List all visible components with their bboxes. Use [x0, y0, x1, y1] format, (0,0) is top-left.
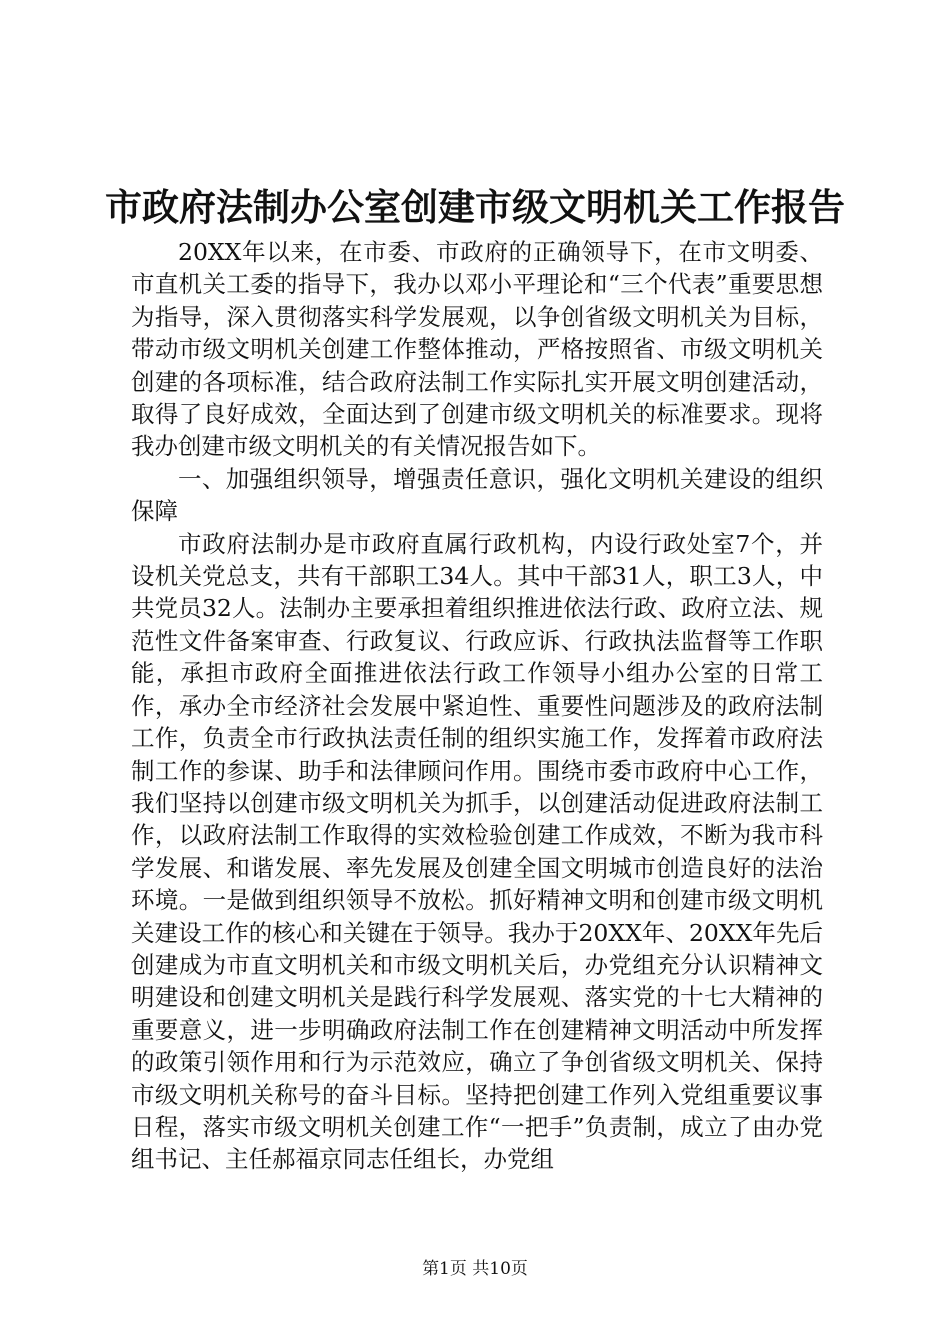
page-number: 第1页 共10页 — [422, 1259, 528, 1279]
document-body — [131, 236, 823, 1176]
paragraph-intro: 20XX年以来，在市委、市政府的正确领导下，在市文明委、市直机关工委的指导下，我办以邓小平理论和“三个代表”重要思想为指导，深入贯彻落实科学发展观，以争创省级文明机关为目标，带动市级文明机关创建工作整体推动，严格按照省、市级文明机关创建的各项标准，结合政府法制工作实际扎实开展文明创建活动，取得了良好成效，全面达到了创建市级文明机关的标准要求。现将我办创建市级文明机关的有关情况报告如下。 — [131, 238, 823, 461]
section-heading-1: 一、加强组织领导，增强责任意识，强化文明机关建设的组织保障 — [131, 464, 823, 526]
paragraph-section-1: 市政府法制办是市政府直属行政机构，内设行政处室7个，并设机关党总支，共有干部职工34人。其中干部31人，职工3人，中共党员32人。法制办主要承担着组织推进依法行政、政府立法、规范性文件备案审查、行政复议、行政应诉、行政执法监督等工作职能，承担市政府全面推进依法行政工作领导小组办公室的日常工作，承办全市经济社会发展中紧迫性、重要性问题涉及的政府法制工作，负责全市行政执法责任制的组织实施工作，发挥着市政府法制工作的参谋、助手和法律顾问作用。围绕市委市政府中心工作，我们坚持以创建市级文明机关为抓手，以创建活动促进政府法制工作，以政府法制工作取得的实效检验创建工作成效，不断为我市科学发展、和谐发展、率先发展及创建全国文明城市创造良好的法治环境。一是做到组织领导不放松。抓好精神文明和创建市级文明机关建设工作的核心和关键在于领导。我办于20XX年、20XX年先后创建成为市直文明机关和市级文明机关后，办党组充分认识精神文明建设和创建文明机关是践行科学发展观、落实党的十七大精神的重要意义，进一步明确政府法制工作在创建精神文明活动中所发挥的政策引领作用和行为示范效应，确立了争创省级文明机关、保持市级文明机关称号的奋斗目标。坚持把创建工作列入党组重要议事日程，落实市级文明机关创建工作“一把手”负责制，成立了由办党组书记、主任郝福京同志任组长，办党组 — [131, 529, 823, 1174]
document-title: 市政府法制办公室创建市级文明机关工作报告 — [105, 185, 845, 229]
